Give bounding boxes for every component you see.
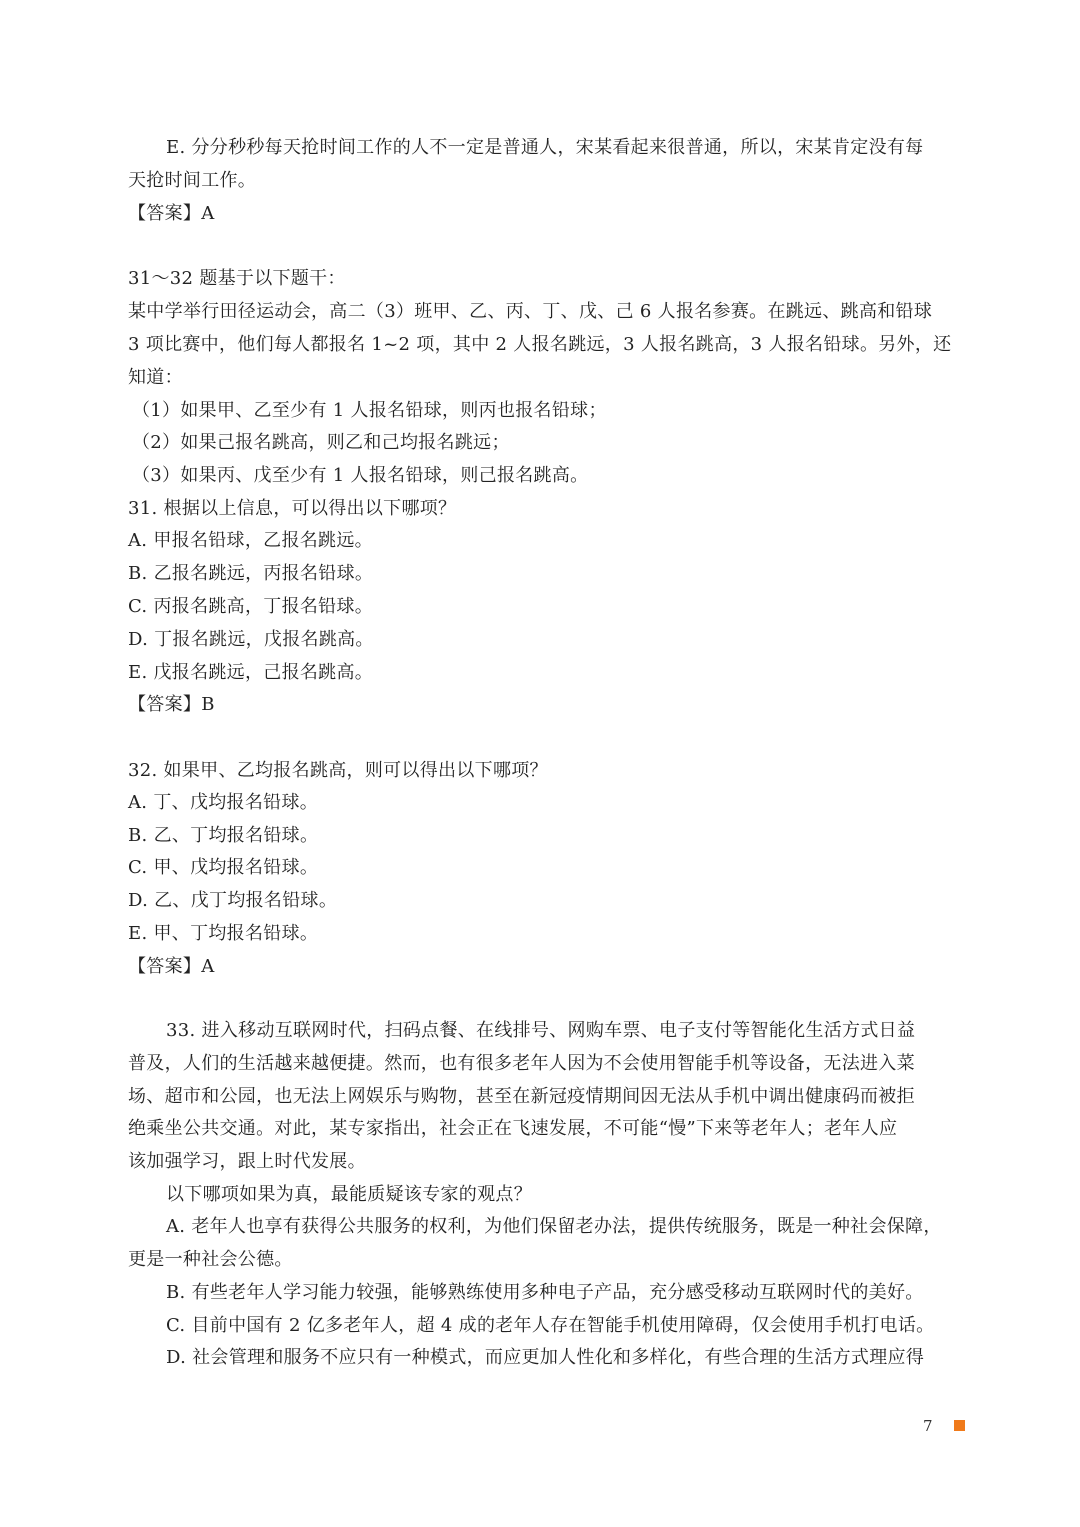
- q33-stem-line-4: 绝乘坐公共交通。对此，某专家指出，社会正在飞速发展，不可能“慢”下来等老年人；老年人应: [128, 1118, 898, 1139]
- q32-option-e: E. 甲、丁均报名铅球。: [128, 923, 319, 944]
- question-31: 31. 根据以上信息，可以得出以下哪项？: [128, 498, 457, 519]
- q33-option-c: C. 目前中国有 2 亿多老年人，超 4 成的老年人存在智能手机使用障碍，仅会使用手机打电话。: [166, 1315, 935, 1336]
- answer-30: 【答案】A: [128, 203, 215, 224]
- condition-2: （2）如果己报名跳高，则乙和己均报名跳远；: [132, 432, 510, 453]
- question-32: 32. 如果甲、乙均报名跳高，则可以得出以下哪项？: [128, 760, 548, 781]
- page-number: 7: [923, 1417, 933, 1435]
- condition-1: （1）如果甲、乙至少有 1 人报名铅球，则丙也报名铅球；: [132, 400, 607, 421]
- q31-option-e: E. 戊报名跳远，己报名跳高。: [128, 662, 374, 683]
- q33-option-b: B. 有些老年人学习能力较强，能够熟练使用多种电子产品，充分感受移动互联网时代的美好。: [166, 1282, 924, 1303]
- q33-question: 以下哪项如果为真，最能质疑该专家的观点？: [166, 1184, 532, 1205]
- q32-option-a: A. 丁、戊均报名铅球。: [128, 792, 319, 813]
- q33-stem-line-2: 普及，人们的生活越来越便捷。然而，也有很多老年人因为不会使用智能手机等设备，无法进入菜: [128, 1053, 915, 1074]
- q33-option-d: D. 社会管理和服务不应只有一种模式，而应更加人性化和多样化，有些合理的生活方式理应得: [166, 1347, 925, 1368]
- condition-3: （3）如果丙、戊至少有 1 人报名铅球，则己报名跳高。: [132, 465, 589, 486]
- stem-line-2: 3 项比赛中，他们每人都报名 1~2 项，其中 2 人报名跳远，3 人报名跳高，3 人报名铅球。另外，还: [128, 334, 952, 355]
- q33-stem-line-5: 该加强学习，跟上时代发展。: [128, 1151, 366, 1172]
- q32-option-d: D. 乙、戊丁均报名铅球。: [128, 890, 338, 911]
- answer-31: 【答案】B: [128, 694, 215, 715]
- q33-option-a-line-1: A. 老年人也享有获得公共服务的权利，为他们保留老办法，提供传统服务，既是一种社会保障，: [166, 1216, 942, 1237]
- option-e-line-2: 天抢时间工作。: [128, 170, 257, 191]
- stem-line-3: 知道：: [128, 367, 183, 388]
- stem-heading: 31～32 题基于以下题干：: [128, 268, 346, 289]
- q31-option-c: C. 丙报名跳高，丁报名铅球。: [128, 596, 374, 617]
- q32-option-c: C. 甲、戊均报名铅球。: [128, 857, 319, 878]
- q33-stem-line-1: 33. 进入移动互联网时代，扫码点餐、在线排号、网购车票、电子支付等智能化生活方式日益: [166, 1020, 916, 1041]
- q33-stem-line-3: 场、超市和公园，也无法上网娱乐与购物，甚至在新冠疫情期间因无法从手机中调出健康码而被拒: [128, 1086, 915, 1107]
- q31-option-a: A. 甲报名铅球，乙报名跳远。: [128, 530, 373, 551]
- q31-option-b: B. 乙报名跳远，丙报名铅球。: [128, 563, 374, 584]
- option-e-line-1: E. 分分秒秒每天抢时间工作的人不一定是普通人，宋某看起来很普通，所以，宋某肯定没有每: [166, 137, 924, 158]
- stem-line-1: 某中学举行田径运动会，高二（3）班甲、乙、丙、丁、戊、己 6 人报名参赛。在跳远、跳高和铅球: [128, 301, 933, 322]
- q32-option-b: B. 乙、丁均报名铅球。: [128, 825, 319, 846]
- q31-option-d: D. 丁报名跳远，戊报名跳高。: [128, 629, 374, 650]
- page-accent-square: [954, 1420, 965, 1431]
- q33-option-a-line-2: 更是一种社会公德。: [128, 1249, 293, 1270]
- answer-32: 【答案】A: [128, 956, 215, 977]
